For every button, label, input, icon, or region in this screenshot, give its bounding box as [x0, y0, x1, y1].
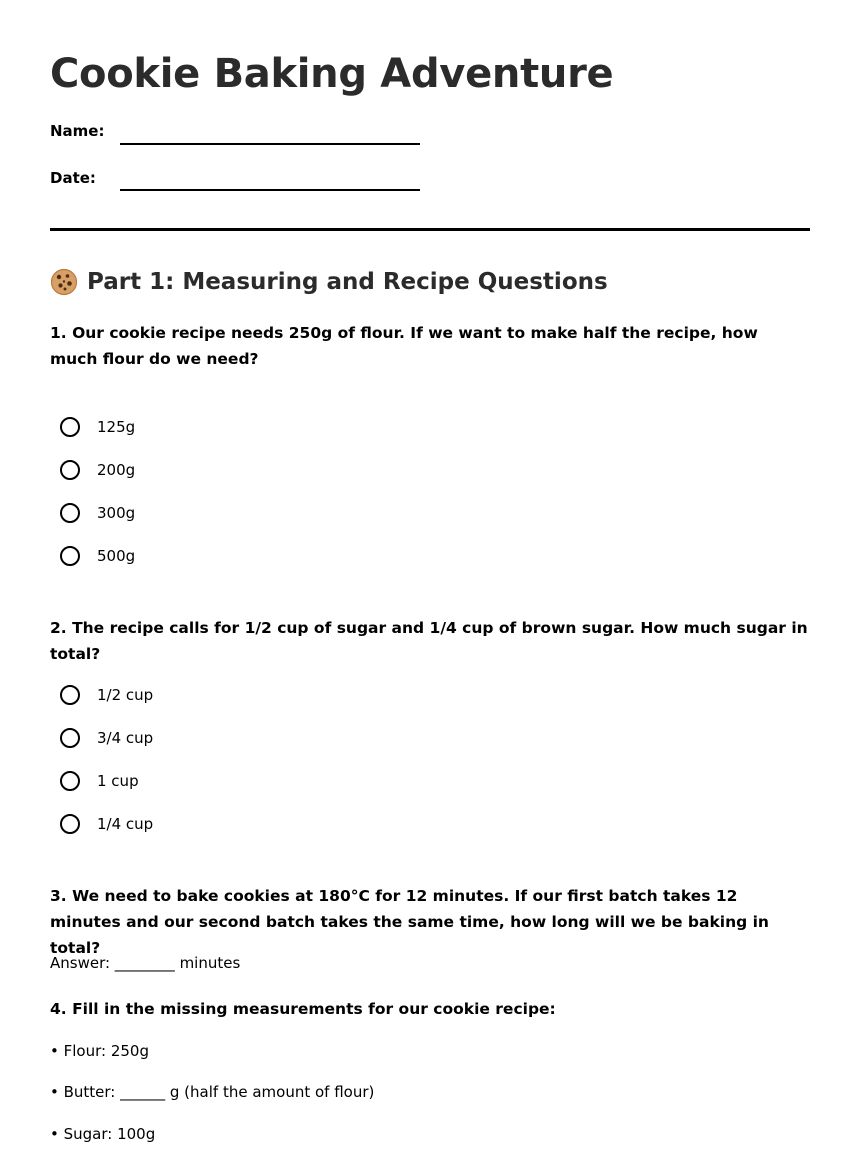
- section-heading-part1: [50, 266, 608, 298]
- q4-item-butter[interactable]: • Butter: ______ g (half the amount of flour): [50, 1083, 375, 1101]
- q2-option-1[interactable]: [60, 682, 153, 708]
- option-label: 3/4 cup: [97, 729, 154, 747]
- radio-button[interactable]: [60, 771, 80, 791]
- radio-button[interactable]: [60, 503, 80, 523]
- radio-button[interactable]: [60, 546, 80, 566]
- name-field[interactable]: [120, 143, 420, 145]
- section-heading-text: Part 1: Measuring and Recipe Questions: [87, 269, 608, 295]
- question-3: 3. We need to bake cookies at 180°C for 12 minutes. If our first batch takes 12 minutes and our second batch takes the same time, how long will we be baking in total?: [50, 887, 769, 957]
- option-label: 300g: [97, 504, 136, 522]
- q1-option-4[interactable]: [60, 543, 135, 569]
- q1-option-1[interactable]: [60, 414, 135, 440]
- q1-option-3[interactable]: [60, 500, 135, 526]
- option-label: 1/4 cup: [97, 815, 154, 833]
- radio-button[interactable]: [60, 814, 80, 834]
- q4-item-sugar: • Sugar: 100g: [50, 1125, 156, 1143]
- q2-option-4[interactable]: [60, 811, 153, 837]
- header-divider: [50, 228, 810, 231]
- name-label: Name:: [50, 122, 105, 140]
- question-1: 1. Our cookie recipe needs 250g of flour. If we want to make half the recipe, how much flour do we need?: [50, 324, 758, 368]
- option-label: 1 cup: [97, 772, 139, 790]
- option-label: 200g: [97, 461, 136, 479]
- q1-option-2[interactable]: [60, 457, 135, 483]
- date-field[interactable]: [120, 189, 420, 191]
- radio-button[interactable]: [60, 460, 80, 480]
- q4-item-flour: • Flour: 250g: [50, 1042, 149, 1060]
- option-label: 1/2 cup: [97, 686, 154, 704]
- question-2: 2. The recipe calls for 1/2 cup of sugar and 1/4 cup of brown sugar. How much sugar in total?: [50, 619, 808, 663]
- date-label: Date:: [50, 169, 96, 187]
- question-4: 4. Fill in the missing measurements for our cookie recipe:: [50, 1000, 556, 1018]
- cookie-icon: [50, 268, 78, 296]
- option-label: 500g: [97, 547, 136, 565]
- worksheet-title: Cookie Baking Adventure: [50, 51, 614, 97]
- radio-button[interactable]: [60, 417, 80, 437]
- radio-button[interactable]: [60, 728, 80, 748]
- q2-option-2[interactable]: [60, 725, 153, 751]
- q3-answer-line[interactable]: Answer: ________ minutes: [50, 954, 241, 972]
- q2-option-3[interactable]: [60, 768, 139, 794]
- option-label: 125g: [97, 418, 136, 436]
- radio-button[interactable]: [60, 685, 80, 705]
